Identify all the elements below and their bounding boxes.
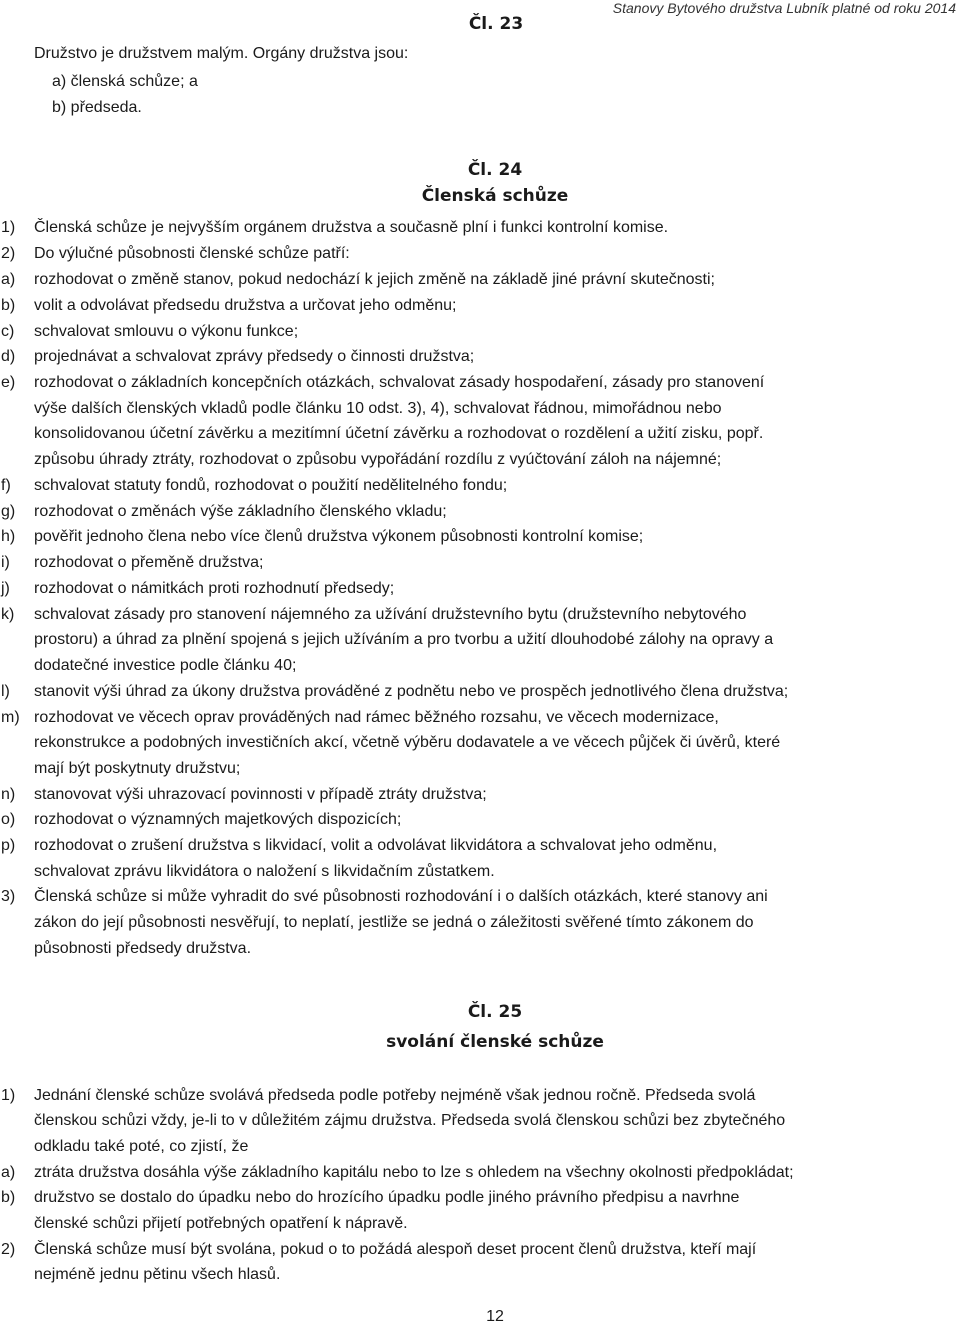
list-marker: c) — [1, 323, 15, 340]
list-marker: 1) — [1, 219, 16, 236]
paragraph-line: projednávat a schvalovat zprávy předsedy o činnosti družstva; — [34, 348, 475, 365]
paragraph-line: schvalovat zásady pro stanovení nájemného za užívání družstevního bytu (družstevního nebytového — [34, 606, 747, 623]
list-marker: 1) — [1, 1087, 16, 1104]
paragraph-line: Členská schůze si může vyhradit do své působnosti rozhodování i o dalších otázkách, které stanovy ani — [34, 888, 768, 905]
paragraph-line: Členská schůze je nejvyšším orgánem družstva a současně plní i funkci kontrolní komise. — [34, 219, 669, 236]
page-number: 12 — [486, 1308, 504, 1325]
list-marker: b) — [1, 297, 16, 314]
paragraph-line: rozhodovat o námitkách proti rozhodnutí předsedy; — [34, 580, 395, 597]
paragraph-line: Do výlučné působnosti členské schůze patří: — [34, 245, 350, 262]
paragraph-line: ztráta družstva dosáhla výše základního kapitálu nebo to lze s ohledem na všechny okolnosti předpokládat; — [34, 1164, 794, 1181]
paragraph-line: b) předseda. — [52, 99, 142, 116]
paragraph-line: rozhodovat o změně stanov, pokud nedochází k jejich změně na základě jiné právní skutečnosti; — [34, 271, 715, 288]
paragraph-line: rozhodovat o přeměně družstva; — [34, 554, 264, 571]
paragraph-line: stanovit výši úhrad za úkony družstva prováděné z podnětu nebo ve prospěch jednotlivého člena družstva; — [34, 683, 789, 700]
paragraph-line: a) členská schůze; a — [52, 73, 198, 90]
paragraph-line: rozhodovat ve věcech oprav prováděných nad rámec běžného rozsahu, ve věcech modernizace, — [34, 709, 719, 726]
paragraph-line: dodatečné investice podle článku 40; — [34, 657, 297, 674]
paragraph-line: Jednání členské schůze svolává předseda podle potřeby nejméně však jednou ročně. Předseda svolá — [34, 1087, 756, 1104]
paragraph-line: rekonstrukce a podobných investičních akcí, včetně výběru dodavatele a ve věcech půjček či úvěrů, které — [34, 734, 781, 751]
list-marker: l) — [1, 683, 10, 700]
list-marker: b) — [1, 1189, 16, 1206]
paragraph-line: rozhodovat o změnách výše základního členského vkladu; — [34, 503, 447, 520]
paragraph-line: rozhodovat o základních koncepčních otázkách, schvalovat zásady hospodaření, zásady pro stanovení — [34, 374, 765, 391]
list-marker: i) — [1, 554, 10, 571]
paragraph-line: schvalovat zprávu likvidátora o naložení s likvidačním zůstatkem. — [34, 863, 495, 880]
paragraph-line: konsolidovanou účetní závěrku a mezitímní účetní závěrku a rozhodovat o rozdělení a užití zisku, popř. — [34, 425, 764, 442]
list-marker: a) — [1, 271, 16, 288]
paragraph-line: působnosti předsedy družstva. — [34, 940, 252, 957]
list-marker: g) — [1, 503, 16, 520]
paragraph-line: členskou schůzi vždy, je-li to v důležitém zájmu družstva. Předseda svolá členskou schůzi bez zbytečného — [34, 1112, 786, 1129]
list-marker: e) — [1, 374, 16, 391]
article-25-number: Čl. 25 — [467, 1002, 523, 1022]
paragraph-line: výše dalších členských vkladů podle článku 10 odst. 3), 4), schvalovat řádnou, mimořádnou nebo — [34, 400, 722, 417]
article-24-title: Členská schůze — [421, 186, 569, 206]
paragraph-line: družstvo se dostalo do úpadku nebo do hrozícího úpadku podle jiného právního předpisu a navrhne — [34, 1189, 740, 1206]
paragraph-line: odkladu také poté, co zjistí, že — [34, 1138, 249, 1155]
paragraph-line: schvalovat statuty fondů, rozhodovat o použití nedělitelného fondu; — [34, 477, 508, 494]
list-marker: d) — [1, 348, 16, 365]
list-marker: 2) — [1, 1241, 16, 1258]
paragraph-line: členské schůzi přijetí potřebných opatření k nápravě. — [34, 1215, 408, 1232]
list-marker: j) — [1, 580, 10, 597]
paragraph-line: Družstvo je družstvem malým. Orgány družstva jsou: — [34, 45, 409, 62]
paragraph-line: prostoru) a úhrad za plnění spojená s jejich užíváním a pro tvorbu a užití dlouhodobé zálohy na opravy a — [34, 631, 774, 648]
paragraph-line: rozhodovat o zrušení družstva s likvidací, volit a odvolávat likvidátora a schvalovat jeho odměnu, — [34, 837, 718, 854]
list-marker: 2) — [1, 245, 16, 262]
paragraph-line: nejméně jednu pětinu všech hlasů. — [34, 1266, 281, 1283]
paragraph-line: pověřit jednoho člena nebo více členů družstva výkonem působnosti kontrolní komise; — [34, 528, 644, 545]
article-25-title: svolání členské schůze — [386, 1032, 604, 1052]
list-marker: h) — [1, 528, 16, 545]
list-marker: 3) — [1, 888, 16, 905]
list-marker: f) — [1, 477, 11, 494]
article-24-number: Čl. 24 — [467, 160, 523, 180]
paragraph-line: mají být poskytnuty družstvu; — [34, 760, 241, 777]
list-marker: n) — [1, 786, 16, 803]
list-marker: a) — [1, 1164, 16, 1181]
paragraph-line: rozhodovat o významných majetkových dispozicích; — [34, 811, 402, 828]
list-marker: o) — [1, 811, 16, 828]
list-marker: m) — [1, 709, 20, 726]
paragraph-line: Členská schůze musí být svolána, pokud o to požádá alespoň deset procent členů družstva, kteří mají — [34, 1241, 757, 1258]
paragraph-line: schvalovat smlouvu o výkonu funkce; — [34, 323, 299, 340]
paragraph-line: volit a odvolávat předsedu družstva a určovat jeho odměnu; — [34, 297, 457, 314]
list-marker: k) — [1, 606, 15, 623]
list-marker: p) — [1, 837, 16, 854]
paragraph-line: stanovovat výši uhrazovací povinnosti v případě ztráty družstva; — [34, 786, 487, 803]
paragraph-line: zákon do její působnosti nesvěřují, to neplatí, jestliže se jedná o záležitosti svěřené tímto zákonem do — [34, 914, 754, 931]
paragraph-line: způsobu úhrady ztráty, rozhodovat o způsobu vypořádání rozdílu z vyúčtování záloh na nájemné; — [34, 451, 722, 468]
document-header: Stanovy Bytového družstva Lubník platné od roku 2014 — [612, 0, 956, 16]
article-23-number: Čl. 23 — [468, 14, 524, 34]
